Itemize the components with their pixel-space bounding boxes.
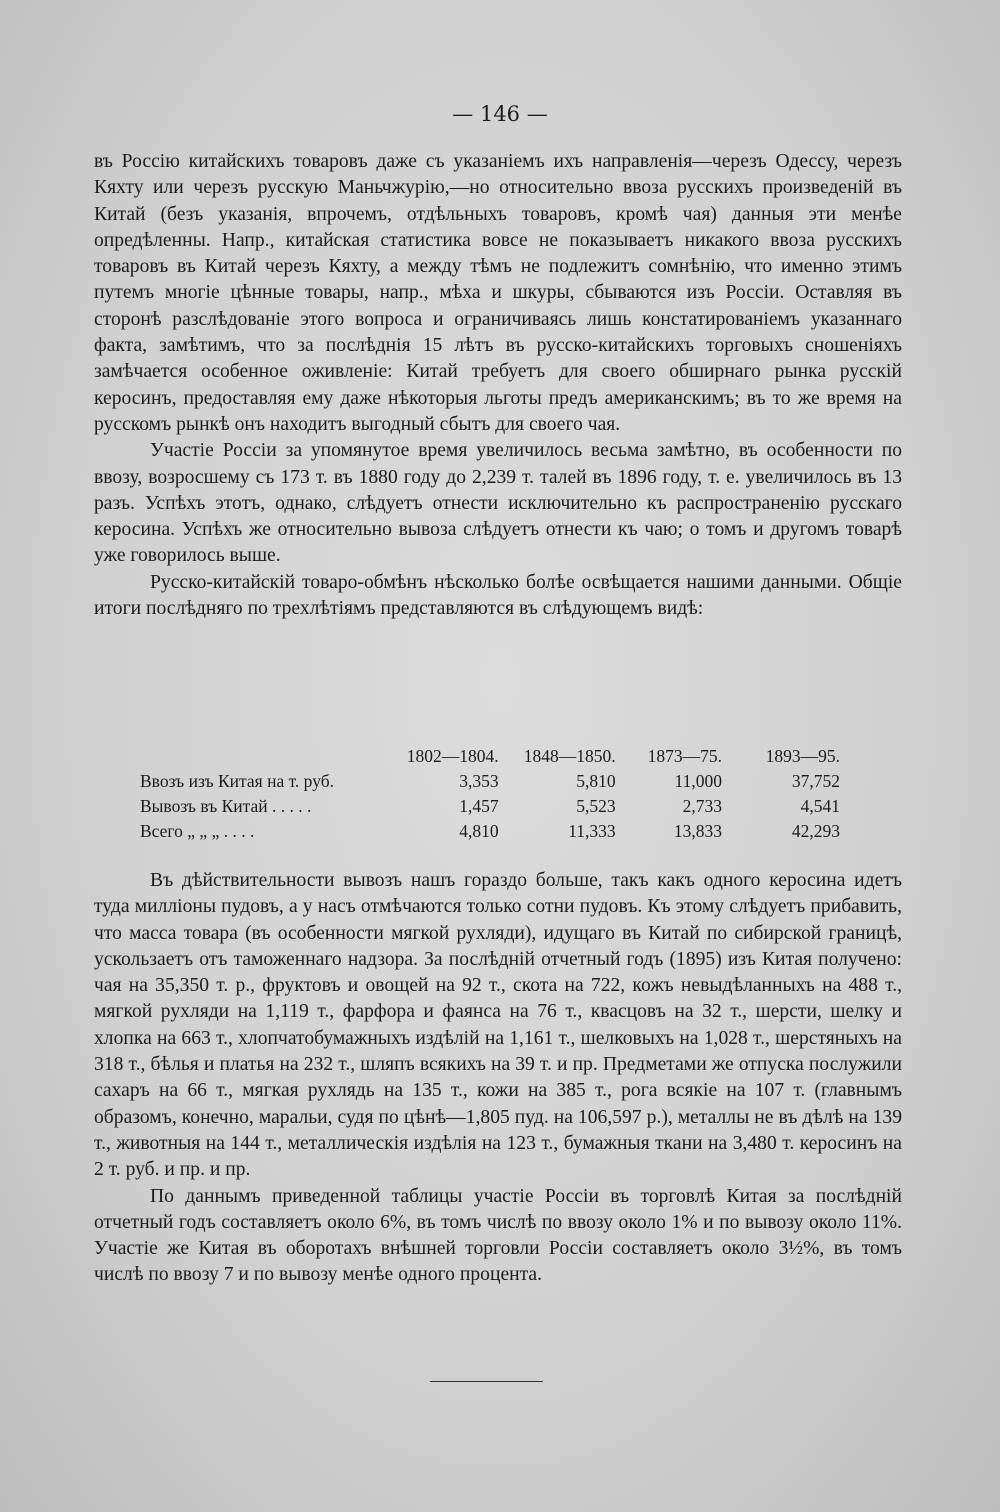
table-header-cell: 1873—75. — [647, 746, 722, 766]
table-header-cell: 1802—1804. — [406, 746, 499, 766]
table-cell: 4,810 — [459, 821, 499, 841]
table-row — [140, 794, 860, 819]
row-label: Ввозъ изъ Китая на т. руб. — [140, 771, 335, 791]
paragraph: въ Россію китайскихъ товаровъ даже съ указаніемъ ихъ направленія—черезъ Одессу, черезъ Кяхту или черезъ русскую Маньчжурію,—но относительно ввоза русскихъ произведеній въ Китай (безъ указанія, впрочемъ, отдѣльныхъ товаровъ, кромѣ чая) данныя эти менѣе опредѣленны. Напр., китайская статистика вовсе не показываетъ никакого ввоза русскихъ товаровъ въ Китай черезъ Кяхту, а между тѣмъ не подлежитъ сомнѣнію, что именно этимъ путемъ многіе цѣнные товары, напр., мѣха и шкуры, сбываются изъ Россіи. Оставляя въ сторонѣ разслѣдованіе этого вопроса и ограничиваясь лишь констатированіемъ указаннаго факта, замѣтимъ, что за послѣднія 15 лѣтъ въ русско-китайскихъ торговыхъ сношеніяхъ замѣчается особенное оживленіе: Китай требуетъ для своего обширнаго рынка русскій керосинъ, предоставляя ему даже нѣкоторыя льготы предъ американскимъ; въ то же время на русскомъ рынкѣ онъ находитъ выгодный сбытъ для своего чая. — [94, 151, 902, 435]
table-cell: 37,752 — [791, 771, 840, 791]
end-rule — [430, 1381, 543, 1382]
table-row — [140, 769, 860, 794]
table-cell: 11,000 — [674, 771, 722, 791]
table-header-row — [140, 744, 860, 769]
paragraph: Участіе Россіи за упомянутое время увеличилось весьма замѣтно, въ особенности по ввозу, возросшему съ 173 т. въ 1880 году до 2,239 т. талей въ 1896 году, т. е. увеличилось въ 13 разъ. Успѣхъ этотъ, однако, слѣдуетъ отнести исключительно къ распространенію русскаго керосина. Успѣхъ же относительно вывоза слѣдуетъ отнести къ чаю; о томъ и другомъ товарѣ уже говорилось выше. — [94, 440, 902, 567]
table-cell: 42,293 — [791, 821, 840, 841]
row-label: Всего „ „ „ . . . . — [140, 821, 255, 841]
table-cell: 5,810 — [576, 771, 616, 791]
row-label: Вывозъ въ Китай . . . . . — [140, 796, 312, 816]
table-header-cell: 1893—95. — [765, 746, 840, 766]
table-header-cell — [140, 744, 389, 769]
table-row — [140, 819, 860, 844]
table-cell: 11,333 — [568, 821, 616, 841]
table-header-cell: 1848—1850. — [523, 746, 616, 766]
paragraph: По даннымъ приведенной таблицы участіе Россіи въ торговлѣ Китая за послѣдній отчетный годъ составляетъ около 6%, въ томъ числѣ по ввозу около 1% и по вывозу около 11%. Участіе же Китая въ оборотахъ внѣшней торговли Россіи составляетъ около 3½%, въ томъ числѣ по ввозу 7 и по вывозу менѣе одного процента. — [94, 1185, 902, 1286]
page-number: — 146 — — [452, 102, 548, 126]
text-block-top — [94, 149, 902, 622]
table-cell: 4,541 — [800, 796, 840, 816]
text-block-bottom — [94, 868, 902, 1289]
table-cell: 1,457 — [459, 796, 499, 816]
table-cell: 5,523 — [576, 796, 616, 816]
trade-table — [140, 744, 860, 844]
table-cell: 3,353 — [459, 771, 499, 791]
table-cell: 13,833 — [673, 821, 722, 841]
paragraph: Въ дѣйствительности вывозъ нашъ гораздо больше, такъ какъ одного керосина идетъ туда милліоны пудовъ, а у насъ отмѣчаются только сотни пудовъ. Къ этому слѣдуетъ прибавить, что масса товара (въ особенности мягкой рухляди), идущаго въ Китай по сибирской границѣ, ускользаетъ отъ таможеннаго надзора. За послѣдній отчетный годъ (1895) изъ Китая получено: чая на 35,350 т. р., фруктовъ и овощей на 92 т., скота на 722, кожъ невыдѣланныхъ на 488 т., мягкой рухляди на 1,119 т., фарфора и фаянса на 76 т., квасцовъ на 32 т., шерсти, шелку и хлопка на 663 т., хлопчатобумажныхъ издѣлій на 1,161 т., шелковыхъ на 1,028 т., шерстяныхъ на 318 т., бѣлья и платья на 232 т., шляпъ всякихъ на 39 т. и пр. Предметами же отпуска послужили сахаръ на 66 т., мягкая рухлядь на 135 т., кожи на 385 т., рога всякіе на 107 т. (главнымъ образомъ, конечно, маральи, судя по цѣнѣ—1,805 пуд. на 106,597 р.), металлы не въ дѣлѣ на 139 т., животныя на 144 т., металлическія издѣлія на 123 т., бумажныя ткани на 3,480 т. керосинъ на 2 т. руб. и пр. и пр. — [94, 870, 902, 1181]
paragraph: Русско-китайскій товаро-обмѣнъ нѣсколько болѣе освѣщается нашими данными. Общіе итоги послѣдняго по трехлѣтіямъ представляются въ слѣдующемъ видѣ: — [94, 571, 902, 620]
table-cell: 2,733 — [682, 796, 722, 816]
